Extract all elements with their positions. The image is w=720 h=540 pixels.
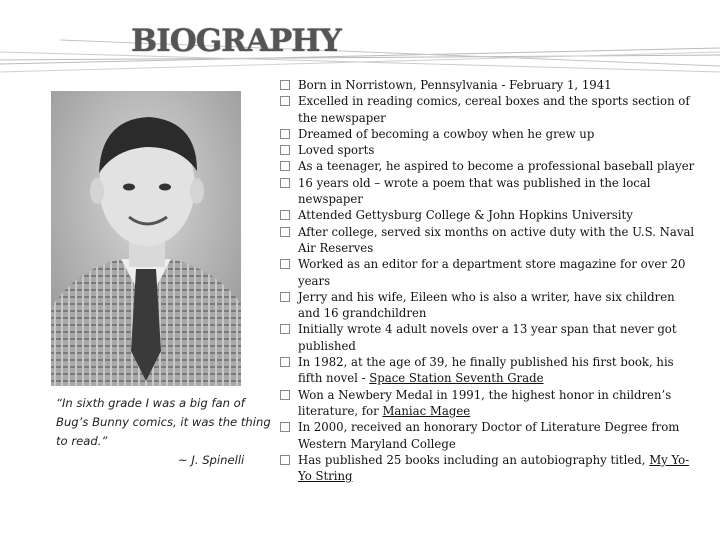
list-item: Loved sports xyxy=(278,142,698,158)
quote-line: Bug’s Bunny comics, it was the thing xyxy=(56,415,271,429)
quote-line: to read.” xyxy=(56,434,108,448)
list-item: As a teenager, he aspired to become a professional baseball player xyxy=(278,158,698,174)
bullet-box-icon xyxy=(280,422,290,432)
book-title-link: Maniac Magee xyxy=(382,403,471,418)
author-photo xyxy=(51,91,241,386)
bullet-box-icon xyxy=(280,455,290,465)
book-title-link: My Yo-Yo String xyxy=(298,452,690,484)
bullet-box-icon xyxy=(280,161,290,171)
list-item: Has published 25 books including an autobiography titled, My Yo-Yo String xyxy=(278,452,698,485)
bullet-box-icon xyxy=(280,324,290,334)
list-item: 16 years old – wrote a poem that was published in the local newspaper xyxy=(278,175,698,208)
bullet-box-icon xyxy=(280,178,290,188)
quote-line: “In sixth grade I was a big fan of xyxy=(56,396,245,410)
list-item: Worked as an editor for a department store magazine for over 20 years xyxy=(278,256,698,289)
bullet-box-icon xyxy=(280,96,290,106)
list-item: Won a Newbery Medal in 1991, the highest honor in children’s literature, for Maniac Magee xyxy=(278,387,698,420)
bullet-box-icon xyxy=(280,227,290,237)
list-item: Excelled in reading comics, cereal boxes and the sports section of the newspaper xyxy=(278,93,698,126)
bullet-box-icon xyxy=(280,80,290,90)
bullet-box-icon xyxy=(280,129,290,139)
bullet-box-icon xyxy=(280,292,290,302)
list-item: Jerry and his wife, Eileen who is also a writer, have six children and 16 grandchildren xyxy=(278,289,698,322)
bullet-box-icon xyxy=(280,210,290,220)
page-title: BIOGRAPHY xyxy=(131,23,341,59)
list-item: After college, served six months on active duty with the U.S. Naval Air Reserves xyxy=(278,224,698,257)
bullet-box-icon xyxy=(280,259,290,269)
quote-attribution: ~ J. Spinelli xyxy=(178,453,245,467)
list-item: Initially wrote 4 adult novels over a 13 year span that never got published xyxy=(278,321,698,354)
list-item: Dreamed of becoming a cowboy when he grew up xyxy=(278,126,698,142)
list-item: In 2000, received an honorary Doctor of Literature Degree from Western Maryland College xyxy=(278,419,698,452)
list-item: Attended Gettysburg College & John Hopkins University xyxy=(278,207,698,223)
list-item: In 1982, at the age of 39, he finally published his first book, his fifth novel - Space Station Seventh Grade xyxy=(278,354,698,387)
list-item: Born in Norristown, Pennsylvania - February 1, 1941 xyxy=(278,77,698,93)
bullet-box-icon xyxy=(280,390,290,400)
bullet-box-icon xyxy=(280,357,290,367)
biography-list xyxy=(278,77,698,484)
author-quote xyxy=(56,394,271,470)
book-title-link: Space Station Seventh Grade xyxy=(369,371,544,386)
bullet-box-icon xyxy=(280,145,290,155)
